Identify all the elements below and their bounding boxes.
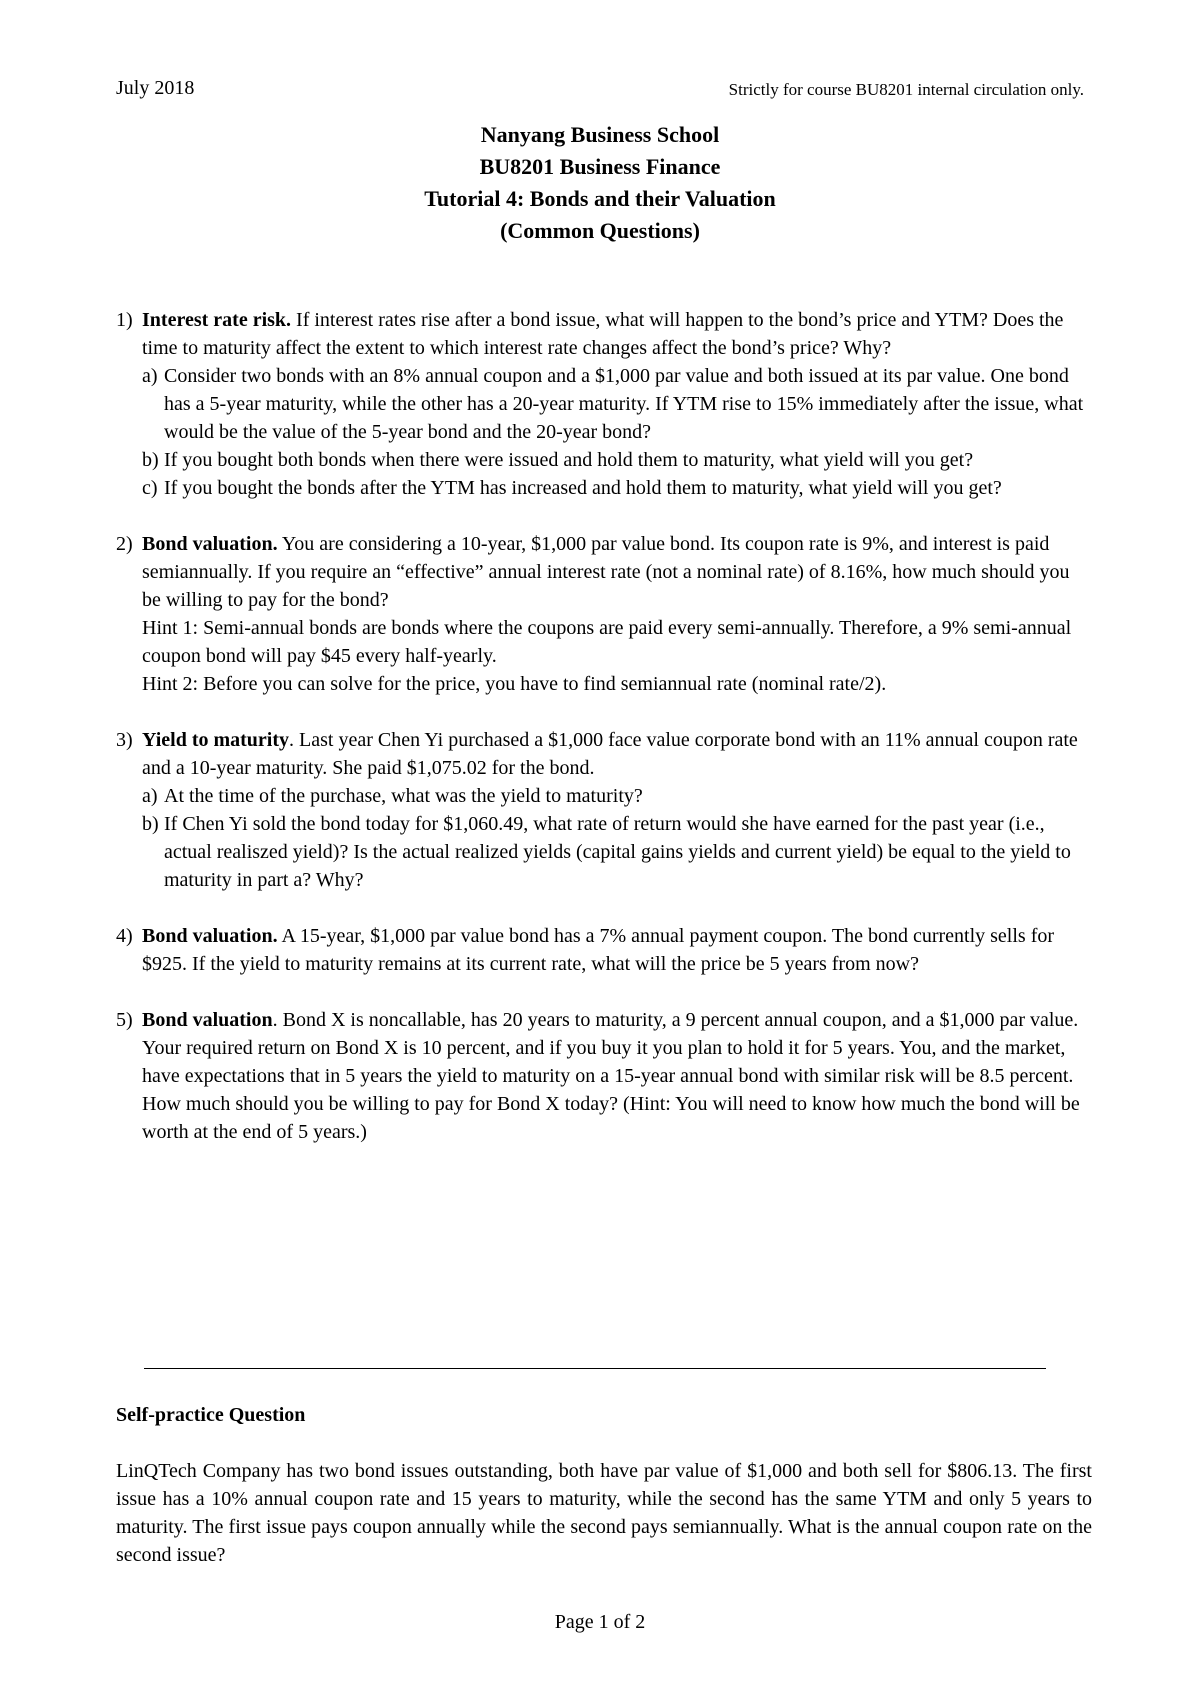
header-date: July 2018 (116, 77, 195, 99)
part-text: Consider two bonds with an 8% annual coupon and a $1,000 par value and both issued at its par value. One bond has a 5-year maturity, while the other has a 20-year maturity. If YTM rise to 15% immediately after the issue, what would be the value of the 5-year bond and the 20-year bond? (164, 365, 1084, 443)
part-text: If you bought the bonds after the YTM has increased and hold them to maturity, what yield will you get? (164, 477, 1002, 499)
header-notice: Strictly for course BU8201 internal circulation only. (728, 80, 1084, 99)
question-part (142, 782, 1092, 810)
part-text: At the time of the purchase, what was the yield to maturity? (164, 785, 643, 807)
question-number: 2) (116, 533, 133, 555)
question-part (142, 474, 1092, 502)
question-text: If interest rates rise after a bond issue, what will happen to the bond’s price and YTM? Does the time to maturity affect the extent to which interest rate changes affect the bond’s price? Why? (142, 309, 1064, 359)
tutorial-subtitle: (Common Questions) (500, 218, 700, 243)
question-text: You are considering a 10-year, $1,000 par value bond. Its coupon rate is 9%, and interest is paid semiannually. If you require an “effective” annual interest rate (not a nominal rate) of 8.16%, how much should you be willing to pay for the bond? (142, 533, 1070, 611)
self-practice-title: Self-practice Question (116, 1404, 306, 1426)
part-label: c) (142, 477, 158, 499)
question-part (142, 446, 1092, 474)
question-number: 4) (116, 925, 133, 947)
part-label: b) (142, 813, 159, 835)
hint-1: Hint 1: Semi-annual bonds are bonds where the coupons are paid every semi-annually. Therefore, a 9% semi-annual coupon bond will pay $45 every half-yearly. (142, 617, 1072, 667)
question-stem (142, 530, 1092, 614)
question-1 (116, 306, 1092, 502)
question-heading: Bond valuation (142, 1009, 273, 1031)
question-3 (116, 726, 1092, 894)
question-2 (116, 530, 1092, 698)
question-4 (116, 922, 1092, 978)
part-text: If you bought both bonds when there were issued and hold them to maturity, what yield will you get? (164, 449, 974, 471)
question-heading: Interest rate risk. (142, 309, 292, 331)
course-name: BU8201 Business Finance (479, 154, 721, 179)
title-block (0, 119, 1200, 247)
part-label: b) (142, 449, 159, 471)
tutorial-title: Tutorial 4: Bonds and their Valuation (424, 186, 776, 211)
page-number: Page 1 of 2 (554, 1611, 646, 1633)
question-stem (142, 922, 1092, 978)
part-label: a) (142, 785, 158, 807)
question-part (142, 810, 1092, 894)
question-stem (142, 306, 1092, 362)
question-text: . Last year Chen Yi purchased a $1,000 face value corporate bond with an 11% annual coupon rate and a 10-year maturity. She paid $1,075.02 for the bond. (142, 729, 1078, 779)
question-stem (142, 726, 1092, 782)
question-number: 5) (116, 1009, 133, 1031)
hint-2: Hint 2: Before you can solve for the price, you have to find semiannual rate (nominal rate/2). (142, 673, 887, 695)
question-heading: Bond valuation. (142, 925, 278, 947)
question-number: 1) (116, 309, 133, 331)
question-heading: Bond valuation. (142, 533, 278, 555)
part-text: If Chen Yi sold the bond today for $1,060.49, what rate of return would she have earned for the past year (i.e., actual realiszed yield)? Is the actual realized yields (capital gains yields and current yield) be equal to the yield to maturity in part a? Why? (164, 813, 1071, 891)
question-number: 3) (116, 729, 133, 751)
school-name: Nanyang Business School (480, 122, 720, 147)
self-practice-body: LinQTech Company has two bond issues outstanding, both have par value of $1,000 and both sell for $806.13. The first issue has a 10% annual coupon rate and 15 years to maturity, while the second has the same YTM and only 5 years to maturity. The first issue pays coupon annually while the second pays semiannually. What is the annual coupon rate on the second issue? (116, 1460, 1092, 1566)
section-divider (144, 1368, 1046, 1369)
part-label: a) (142, 365, 158, 387)
question-stem (142, 1006, 1092, 1146)
questions-list (116, 306, 1092, 1174)
question-heading: Yield to maturity (142, 729, 290, 751)
question-text: . Bond X is noncallable, has 20 years to maturity, a 9 percent annual coupon, and a $1,000 par value. Your required return on Bond X is 10 percent, and if you buy it you plan to hold it for 5 years. You, and the market, have expectations that in 5 years the yield to maturity on a 15-year annual bond with similar risk will be 8.5 percent. How much should you be willing to pay for Bond X today? (Hint: You will need to know how much the bond will be worth at the end of 5 years.) (142, 1009, 1080, 1143)
question-text: A 15-year, $1,000 par value bond has a 7% annual payment coupon. The bond currently sells for $925. If the yield to maturity remains at its current rate, what will the price be 5 years from now? (142, 925, 1055, 975)
question-5 (116, 1006, 1092, 1146)
question-part (142, 362, 1092, 446)
